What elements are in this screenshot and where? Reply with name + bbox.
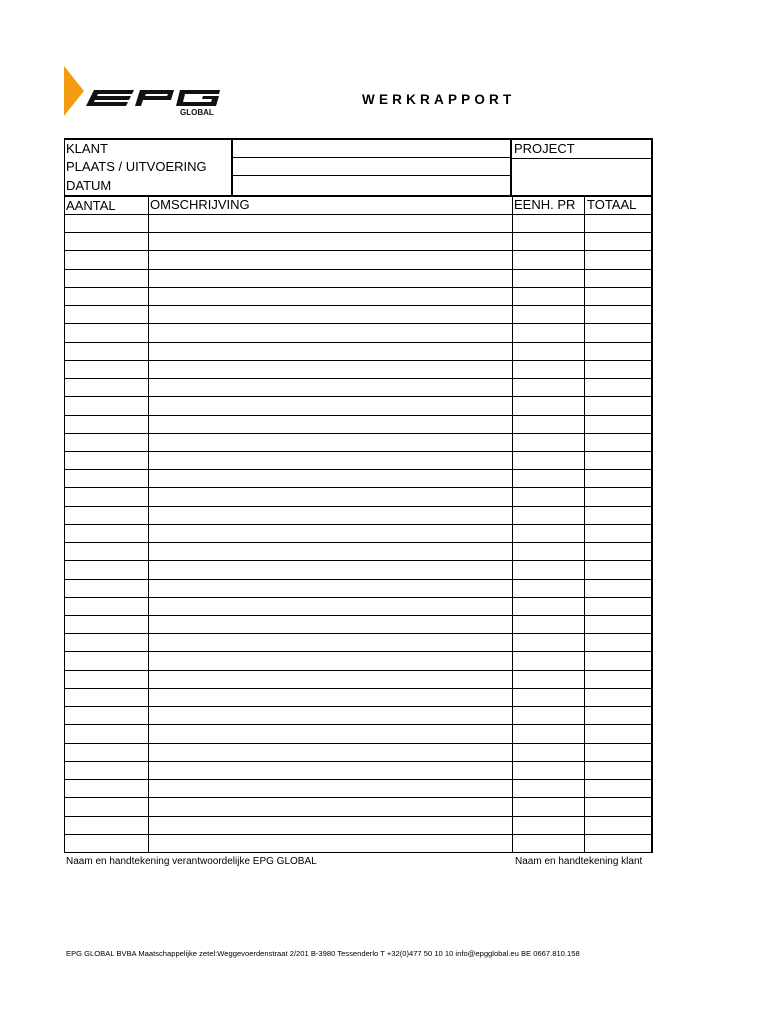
table-row bbox=[64, 651, 652, 652]
document-title: WERKRAPPORT bbox=[362, 92, 516, 107]
table-row bbox=[64, 342, 652, 343]
table-row bbox=[64, 597, 652, 598]
column-header-totaal: TOTAAL bbox=[587, 197, 637, 212]
table-row bbox=[64, 524, 652, 525]
table-row bbox=[64, 451, 652, 452]
header-divider-left bbox=[231, 138, 233, 196]
header-divider-right bbox=[510, 138, 512, 196]
table-row bbox=[64, 232, 652, 233]
column-header-aantal: AANTAL bbox=[66, 198, 116, 213]
table-row bbox=[64, 469, 652, 470]
table-row bbox=[64, 688, 652, 689]
table-row bbox=[64, 269, 652, 270]
table-row bbox=[64, 834, 652, 835]
table-row bbox=[64, 779, 652, 780]
form-left-border bbox=[64, 138, 65, 853]
project-label: PROJECT bbox=[514, 141, 575, 156]
table-row bbox=[64, 670, 652, 671]
epg-logo-icon bbox=[62, 64, 224, 118]
column-header-omschrijving: OMSCHRIJVING bbox=[150, 197, 250, 212]
logo-subtext: GLOBAL bbox=[180, 108, 214, 117]
header-row-line-1 bbox=[232, 157, 511, 158]
table-row bbox=[64, 360, 652, 361]
table-row bbox=[64, 852, 652, 853]
table-row bbox=[64, 579, 652, 580]
table-row bbox=[64, 305, 652, 306]
project-line bbox=[511, 158, 652, 159]
signature-client-label: Naam en handtekening klant bbox=[515, 856, 643, 867]
form-top-border bbox=[64, 138, 652, 140]
datum-label: DATUM bbox=[66, 178, 112, 193]
table-row bbox=[64, 542, 652, 543]
table-row bbox=[64, 816, 652, 817]
logo-triangle bbox=[64, 66, 84, 116]
table-row bbox=[64, 761, 652, 762]
table-row bbox=[64, 250, 652, 251]
logo-letter-p bbox=[135, 90, 174, 106]
table-row bbox=[64, 396, 652, 397]
plaats-label: PLAATS / UITVOERING bbox=[66, 159, 207, 174]
table-row bbox=[64, 487, 652, 488]
table-row bbox=[64, 287, 652, 288]
company-info-footer: EPG GLOBAL BVBA Maatschappelijke zetel:Weggevoerdenstraat 2/201 B-3980 Tessenderlo T +32(0)477 50 10 10 info@epgglobal.eu BE 0667.810.158 bbox=[66, 949, 580, 958]
logo-letter-g bbox=[176, 90, 220, 106]
table-row bbox=[64, 706, 652, 707]
form-right-border bbox=[651, 138, 653, 853]
table-row bbox=[64, 615, 652, 616]
column-header-eenh-pr: EENH. PR bbox=[514, 197, 576, 212]
work-report-form bbox=[64, 138, 652, 853]
table-row bbox=[64, 214, 652, 215]
signature-epg-label: Naam en handtekening verantwoordelijke EPG GLOBAL bbox=[66, 856, 317, 867]
table-row bbox=[64, 560, 652, 561]
table-row bbox=[64, 433, 652, 434]
logo-letter-e bbox=[86, 90, 134, 106]
table-row bbox=[64, 415, 652, 416]
klant-label: KLANT bbox=[66, 141, 108, 156]
table-row bbox=[64, 797, 652, 798]
table-row bbox=[64, 323, 652, 324]
header-row-line-2 bbox=[232, 175, 511, 176]
table-row bbox=[64, 724, 652, 725]
table-row bbox=[64, 743, 652, 744]
table-row bbox=[64, 378, 652, 379]
epg-logo bbox=[62, 64, 224, 118]
table-row bbox=[64, 633, 652, 634]
table-row bbox=[64, 506, 652, 507]
